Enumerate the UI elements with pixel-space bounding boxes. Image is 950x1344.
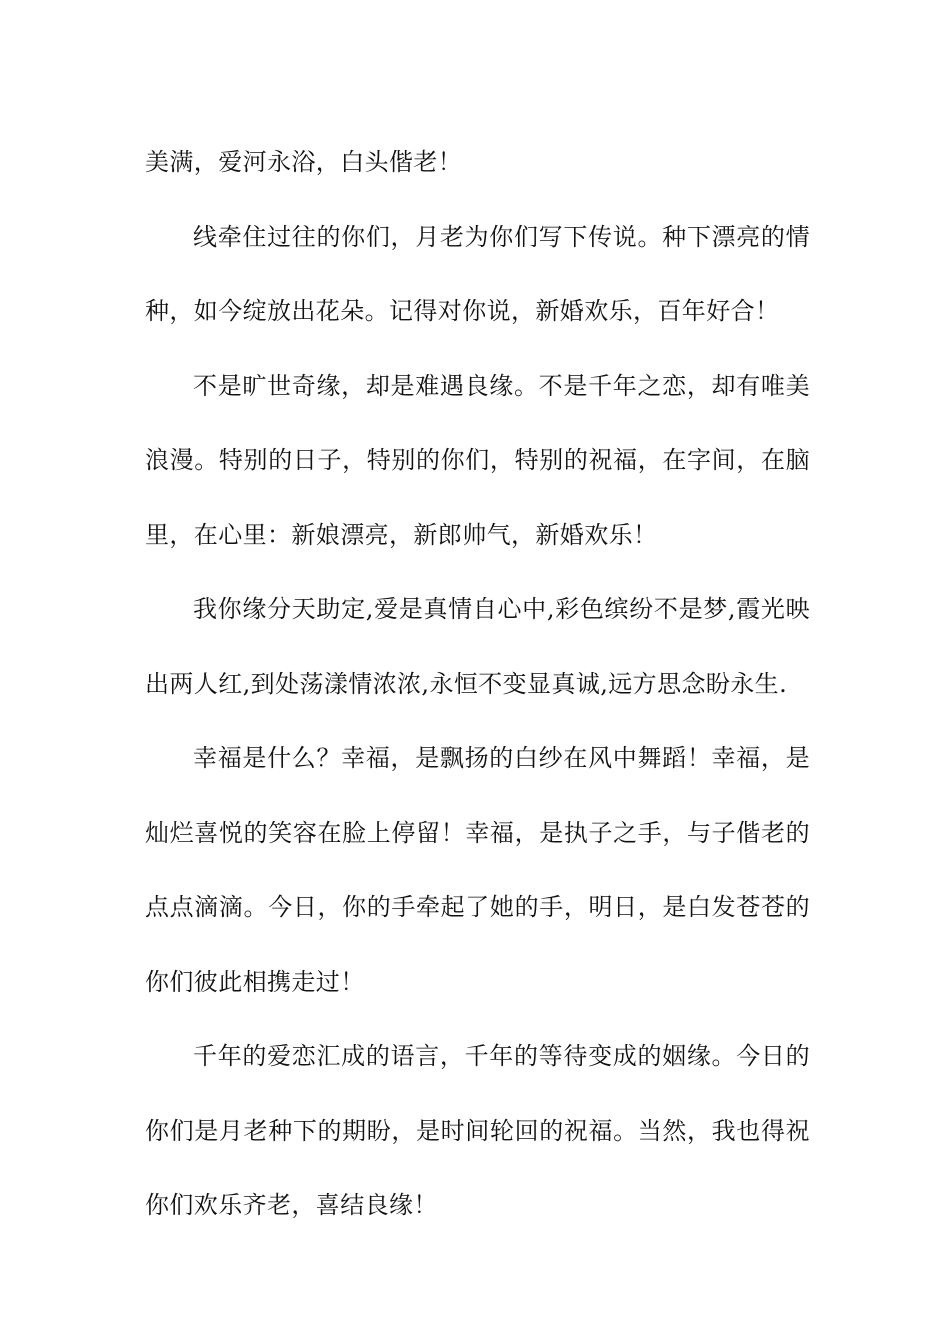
paragraph: 线牵住过往的你们，月老为你们写下传说。种下漂亮的情种，如今绽放出花朵。记得对你说，新婚欢乐，百年好合！ bbox=[145, 222, 810, 325]
paragraph: 不是旷世奇缘，却是难遇良缘。不是千年之恋，却有唯美浪漫。特别的日子，特别的你们，特别的祝福，在字间，在脑里，在心里：新娘漂亮，新郎帅气，新婚欢乐！ bbox=[145, 371, 810, 549]
paragraph-continued: 美满，爱河永浴，白头偕老！ bbox=[145, 148, 463, 176]
paragraph: 千年的爱恋汇成的语言，千年的等待变成的姻缘。今日的你们是月老种下的期盼，是时间轮回的祝福。当然，我也得祝你们欢乐齐老，喜结良缘！ bbox=[145, 1042, 810, 1219]
document-body bbox=[145, 125, 810, 1243]
paragraph: 幸福是什么？幸福，是飘扬的白纱在风中舞蹈！幸福，是灿烂喜悦的笑容在脸上停留！幸福，是执子之手，与子偕老的点点滴滴。今日，你的手牵起了她的手，明日，是白发苍苍的你们彼此相携走过！ bbox=[145, 744, 810, 996]
paragraph: 我你缘分天助定,爱是真情自心中,彩色缤纷不是梦,霞光映出两人红,到处荡漾情浓浓,永恒不变显真诚,远方思念盼永生. bbox=[145, 595, 810, 698]
